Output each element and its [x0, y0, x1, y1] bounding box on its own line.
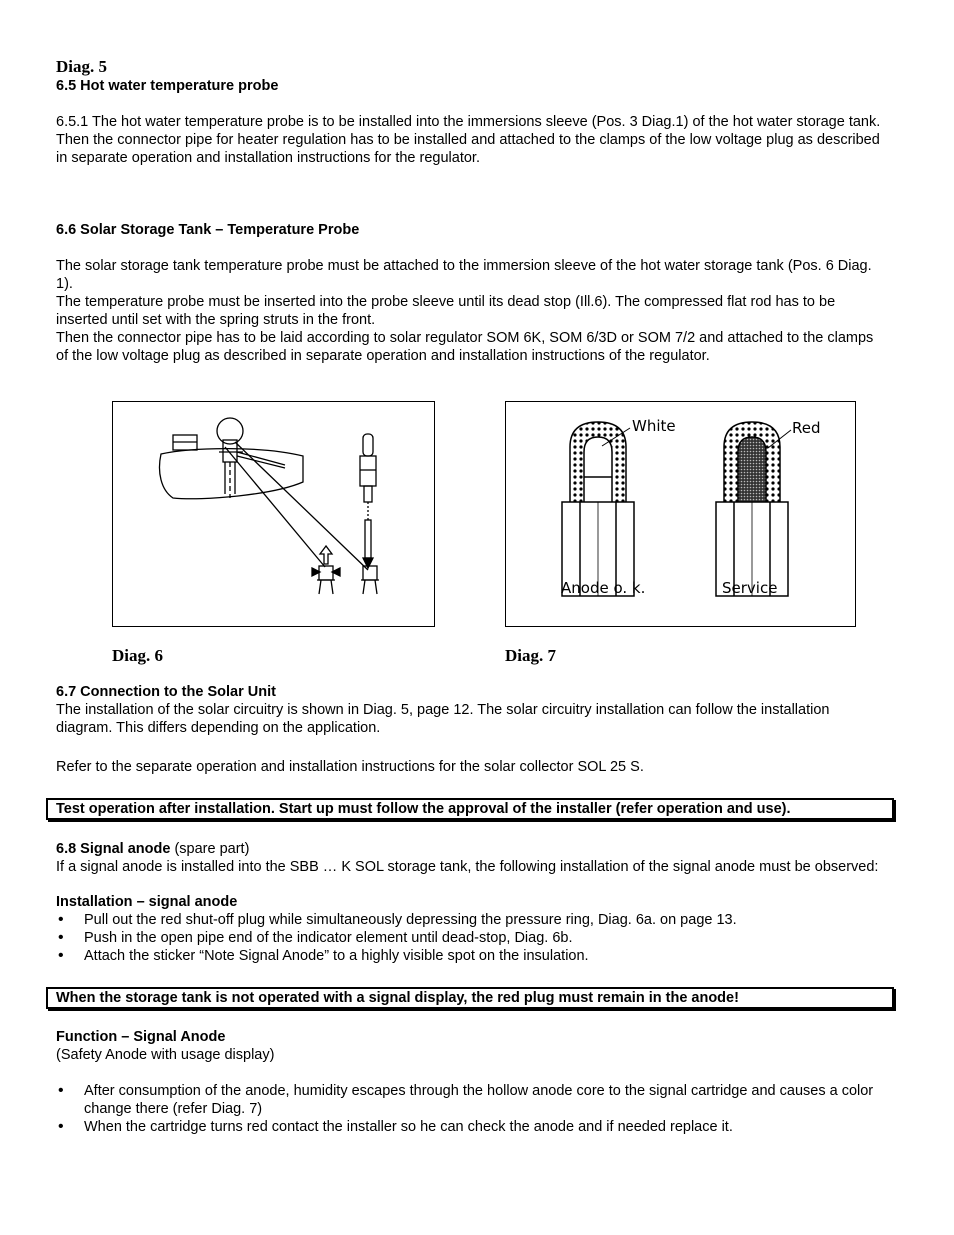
installation-subtitle: Installation – signal anode — [56, 894, 238, 910]
list-item: • After consumption of the anode, humidity escapes through the hollow anode core to the signal cartridge and causes a color change there (refer Diag. 7) — [56, 1082, 892, 1118]
caption-diag6: Diag. 6 — [112, 646, 163, 665]
label-red: Red — [792, 419, 821, 437]
function-bullet-list — [56, 1082, 892, 1136]
label-anode-ok: Anode o. k. — [561, 579, 646, 597]
paragraph: If a signal anode is installed into the SBB … K SOL storage tank, the following installation of the signal anode must be observed: — [56, 859, 879, 875]
paragraph: Then the connector pipe has to be laid according to solar regulator SOM 6K, SOM 6/3D or SOM 7/2 and attached to the clamps of the low voltage plug as described in separate operation and installation instructions of the regulator. — [56, 330, 874, 364]
caption-diag7: Diag. 7 — [505, 646, 556, 665]
warning-box-red-plug: When the storage tank is not operated with a signal display, the red plug must remain in the anode! — [46, 987, 894, 1009]
paragraph: The temperature probe must be inserted into the probe sleeve until its dead stop (Ill.6). The compressed flat rod has to be inserted until set with the spring struts in the front. — [56, 294, 836, 328]
section-6-8-title — [56, 840, 886, 858]
list-item: • When the cartridge turns red contact the installer so he can check the anode and if needed replace it. — [56, 1118, 892, 1136]
function-title: Function – Signal Anode — [56, 1029, 226, 1045]
section-6-6-title: 6.6 Solar Storage Tank – Temperature Probe — [56, 222, 360, 238]
list-item: • Attach the sticker “Note Signal Anode” to a highly visible spot on the insulation. — [56, 947, 886, 965]
function-subtitle: (Safety Anode with usage display) — [56, 1047, 275, 1063]
paragraph: Then the connector pipe for heater regulation has to be installed and attached to the clamps of the low voltage plug as described in separate operation and installation instructions for the regulator. — [56, 132, 880, 166]
section-6-6-body — [56, 257, 886, 365]
diag5-heading: Diag. 5 — [56, 57, 107, 76]
figure-diag6 — [112, 401, 435, 627]
section-6-8-title-suffix: (spare part) — [170, 841, 250, 857]
paragraph: 6.5.1 The hot water temperature probe is to be installed into the immersions sleeve (Pos. 3 Diag.1) of the hot water storage tank. — [56, 114, 881, 130]
warning-box-test-operation: Test operation after installation. Start up must follow the approval of the installer (refer operation and use). — [46, 798, 894, 820]
paragraph: The installation of the solar circuitry is shown in Diag. 5, page 12. The solar circuitry installation can follow the installation diagram. This differs depending on the application. — [56, 702, 830, 736]
section-6-5-title: 6.5 Hot water temperature probe — [56, 78, 279, 94]
list-item: • Push in the open pipe end of the indicator element until dead-stop, Diag. 6b. — [56, 929, 886, 947]
figure-diag7 — [505, 401, 856, 627]
label-white: White — [632, 417, 676, 435]
label-service: Service — [722, 579, 778, 597]
section-6-5-body — [56, 113, 886, 167]
section-6-8-title-bold: 6.8 Signal anode — [56, 841, 171, 857]
probe-installation-drawing — [113, 402, 434, 626]
section-6-7-title: 6.7 Connection to the Solar Unit — [56, 684, 276, 700]
paragraph: The solar storage tank temperature probe must be attached to the immersion sleeve of the hot water storage tank (Pos. 6 Diag. 1). — [56, 258, 872, 292]
list-item: • Pull out the red shut-off plug while simultaneously depressing the pressure ring, Diag. 6a. on page 13. — [56, 911, 886, 929]
paragraph: Refer to the separate operation and installation instructions for the solar collector SOL 25 S. — [56, 759, 644, 775]
signal-anode-drawing — [506, 402, 855, 626]
installation-bullet-list — [56, 911, 886, 965]
